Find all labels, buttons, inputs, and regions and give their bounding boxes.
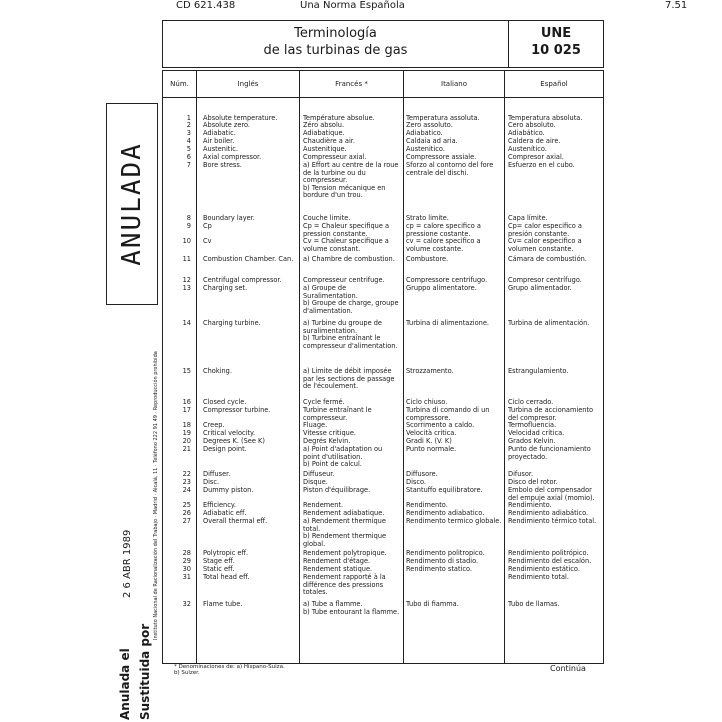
term-spanish: Difusor. <box>508 470 534 478</box>
term-number: 10 <box>182 237 191 245</box>
term-italian: Rendimento. <box>406 501 448 509</box>
term-spanish: Rendimiento total. <box>508 573 569 581</box>
term-french: Degrés Kelvin. <box>303 437 351 445</box>
term-french: a) Chambre de combustion. <box>303 255 395 263</box>
term-number: 17 <box>182 406 191 414</box>
term-english: Stage eff. <box>203 557 235 565</box>
term-english: Cv <box>203 237 212 245</box>
term-french: Turbine entraînant le compresseur. <box>303 406 372 422</box>
annulled-stamp <box>106 103 158 305</box>
term-number: 19 <box>182 429 191 437</box>
term-number: 21 <box>182 445 191 453</box>
document-header <box>162 20 604 68</box>
term-english: Absolute temperature. <box>203 114 278 122</box>
column-header-french: Francés * <box>335 80 368 88</box>
term-number: 7 <box>186 161 191 169</box>
term-french: Compresseur centrifuge. <box>303 276 385 284</box>
term-italian: Adiabatico. <box>406 129 443 137</box>
term-english: Flame tube. <box>203 600 243 608</box>
column-header-spanish: Español <box>540 80 568 88</box>
term-number: 11 <box>182 255 191 263</box>
column-divider <box>403 71 404 663</box>
terminology-table <box>162 70 604 664</box>
column-header-italian: Italiano <box>441 80 467 88</box>
term-number: 15 <box>182 367 191 375</box>
term-spanish: Cv= calor especifico a volumen constante. <box>508 237 582 253</box>
term-italian: Rendimento adiabatico. <box>406 509 485 517</box>
term-italian: Scorrimento a caldo. <box>406 421 475 429</box>
term-english: Overall thermal eff. <box>203 517 268 525</box>
term-number: 5 <box>186 145 191 153</box>
term-spanish: Punto de funcionamiento proyectado. <box>508 445 591 461</box>
term-italian: Rendimento politropico. <box>406 549 485 557</box>
term-italian: Velocità critica. <box>406 429 457 437</box>
term-number: 30 <box>182 565 191 573</box>
annulled-date: 2 6 ABR 1989 <box>122 529 133 598</box>
term-number: 2 <box>186 121 191 129</box>
annulled-label: Anulada el <box>118 648 132 720</box>
term-number: 14 <box>182 319 191 327</box>
term-italian: cp = calore specifico a pressione costante. <box>406 222 481 238</box>
header-rule <box>163 97 603 98</box>
term-number: 13 <box>182 284 191 292</box>
title-line-2: de las turbinas de gas <box>263 43 408 58</box>
term-english: Polytropic eff. <box>203 549 249 557</box>
term-spanish: Capa límite. <box>508 214 548 222</box>
term-italian: Punto normale. <box>406 445 457 453</box>
term-italian: cv = calore specifico a volume costante. <box>406 237 481 253</box>
term-spanish: Austenítico. <box>508 145 547 153</box>
term-french: Fluage. <box>303 421 328 429</box>
term-italian: Sforzo al contorno del fore centrale del dischi. <box>406 161 494 177</box>
term-english: Bore stress. <box>203 161 242 169</box>
page-number: 7.51 <box>665 0 688 11</box>
term-english: Degrees K. (See K) <box>203 437 265 445</box>
term-italian: Gradi K. (V. K) <box>406 437 452 445</box>
term-english: Creep. <box>203 421 225 429</box>
term-english: Diffuser. <box>203 470 231 478</box>
term-spanish: Disco del rotor. <box>508 478 558 486</box>
term-italian: Austenitico. <box>406 145 445 153</box>
term-number: 31 <box>182 573 191 581</box>
term-french: Cv = Chaleur specifique a volume constant. <box>303 237 389 253</box>
term-italian: Stantuffo equilibratore. <box>406 486 483 494</box>
term-italian: Diffusore. <box>406 470 438 478</box>
term-english: Dummy piston. <box>203 486 254 494</box>
term-spanish: Temperatura absoluta. <box>508 114 583 122</box>
term-number: 22 <box>182 470 191 478</box>
term-number: 32 <box>182 600 191 608</box>
term-spanish: Velocidad crítica. <box>508 429 565 437</box>
term-spanish: Compresor axial. <box>508 153 564 161</box>
term-number: 25 <box>182 501 191 509</box>
annulled-stamp-text: ANULADA <box>117 142 147 266</box>
term-italian: Temperatura assoluta. <box>406 114 480 122</box>
term-english: Critical velocity. <box>203 429 256 437</box>
term-spanish: Termofluencia. <box>508 421 557 429</box>
top-bar <box>0 0 722 12</box>
term-french: Rendement polytropique. <box>303 549 387 557</box>
term-english: Charging set. <box>203 284 248 292</box>
replaced-label: Sustituida por <box>138 623 152 720</box>
term-spanish: Cp= calor especifico a presión constante. <box>508 222 582 238</box>
term-french: Zéro absolu. <box>303 121 345 129</box>
term-number: 26 <box>182 509 191 517</box>
term-english: Adiabatic eff. <box>203 509 247 517</box>
term-french: Cp = Chaleur specifique a pression constante. <box>303 222 390 238</box>
term-italian: Disco. <box>406 478 426 486</box>
term-italian: Strato limite. <box>406 214 449 222</box>
term-english: Adiabatic. <box>203 129 236 137</box>
term-french: a) Turbine du groupe de suralimentation. b) Turbine entraînant le compresseur d'alimentation. <box>303 319 398 350</box>
title-line-1: Terminología <box>294 26 377 41</box>
term-number: 3 <box>186 129 191 137</box>
term-italian: Gruppo alimentatore. <box>406 284 477 292</box>
institute-note: Instituto Nacional de Racionalización del Trabajo · Madrid · Alcalá, 11 · Teléfono 222 91 49 · Reproducción prohibida <box>153 351 159 640</box>
term-number: 28 <box>182 549 191 557</box>
term-italian: Compressore assiale. <box>406 153 477 161</box>
footnote: * Denominaciones de: a) Hispano-Suiza. b) Sulzer. <box>174 664 285 676</box>
term-spanish: Caldera de aire. <box>508 137 561 145</box>
term-french: a) Effort au centre de la roue de la turbine ou du compresseur. b) Tension mécanique en bordure d'un trou. <box>303 161 399 200</box>
term-french: Diffuseur. <box>303 470 335 478</box>
term-number: 23 <box>182 478 191 486</box>
term-french: Température absolue. <box>303 114 375 122</box>
term-french: Couche limite. <box>303 214 351 222</box>
term-spanish: Turbina de accionamiento del compresor. <box>508 406 594 422</box>
term-french: Austenitique. <box>303 145 347 153</box>
term-english: Closed cycle. <box>203 398 247 406</box>
term-english: Disc. <box>203 478 220 486</box>
term-french: Rendement adiabatique. <box>303 509 385 517</box>
term-spanish: Grados Kelvin. <box>508 437 556 445</box>
term-italian: Compressore centrifugo. <box>406 276 488 284</box>
term-french: a) Rendement thermique total. b) Rendement thermique global. <box>303 517 387 548</box>
term-italian: Turbina di comando di un compressore. <box>406 406 490 422</box>
term-french: Rendement statique. <box>303 565 373 573</box>
term-spanish: Esfuerzo en el cubo. <box>508 161 575 169</box>
term-number: 9 <box>186 222 191 230</box>
term-italian: Tubo di fiamma. <box>406 600 459 608</box>
term-english: Choking. <box>203 367 232 375</box>
standard-number-box <box>509 25 603 59</box>
term-number: 1 <box>186 114 191 122</box>
term-spanish: Cámara de combustión. <box>508 255 587 263</box>
term-italian: Ciclo chiuso. <box>406 398 448 406</box>
term-italian: Combustore. <box>406 255 449 263</box>
column-header-num: Núm. <box>170 80 189 88</box>
une-number: 10 025 <box>531 43 581 58</box>
term-italian: Strozzamento. <box>406 367 454 375</box>
classification-code: CD 621.438 <box>176 0 236 11</box>
term-number: 16 <box>182 398 191 406</box>
term-number: 29 <box>182 557 191 565</box>
term-french: a) Point d'adaptation ou point d'utilisation. b) Point de calcul. <box>303 445 383 469</box>
term-spanish: Embolo del compensador del empuje axial (momio). <box>508 486 595 502</box>
term-french: Chaudière a air. <box>303 137 356 145</box>
norm-title: Una Norma Española <box>300 0 405 11</box>
continued-note: Continúa <box>550 664 586 673</box>
term-english: Charging turbine. <box>203 319 261 327</box>
term-italian: Rendimento statico. <box>406 565 473 573</box>
term-french: Piston d'équilibrage. <box>303 486 371 494</box>
term-spanish: Grupo alimentador. <box>508 284 572 292</box>
term-english: Design point. <box>203 445 247 453</box>
document-title <box>163 25 508 59</box>
term-spanish: Cero absoluto. <box>508 121 556 129</box>
term-french: Adiabatique. <box>303 129 345 137</box>
term-english: Total head eff. <box>203 573 250 581</box>
term-french: Vitesse critique. <box>303 429 356 437</box>
term-italian: Caldaia ad aria. <box>406 137 458 145</box>
term-spanish: Ciclo cerrado. <box>508 398 554 406</box>
term-spanish: Compresor centrífugo. <box>508 276 582 284</box>
term-spanish: Rendimiento. <box>508 501 552 509</box>
term-english: Centrifugal compressor. <box>203 276 282 284</box>
term-french: a) Limite de débit imposée par les sections de passage de l'écoulement. <box>303 367 395 391</box>
term-english: Compressor turbine. <box>203 406 271 414</box>
term-french: Rendement rapporté à la différence des pressions totales. <box>303 573 386 597</box>
term-number: 8 <box>186 214 191 222</box>
term-french: a) Tube a flamme. b) Tube entourant la flamme. <box>303 600 400 616</box>
term-spanish: Turbina de alimentación. <box>508 319 590 327</box>
term-spanish: Rendimiento térmico total. <box>508 517 597 525</box>
term-spanish: Estrangulamiento. <box>508 367 569 375</box>
term-french: Compresseur axial. <box>303 153 367 161</box>
term-spanish: Rendimiento estático. <box>508 565 580 573</box>
term-english: Absolute zero. <box>203 121 251 129</box>
term-english: Combustion Chamber. Can. <box>203 255 294 263</box>
term-french: Rendement d'étage. <box>303 557 371 565</box>
column-divider <box>299 71 300 663</box>
term-english: Cp <box>203 222 212 230</box>
term-french: Disque. <box>303 478 328 486</box>
term-french: Rendement. <box>303 501 344 509</box>
term-number: 20 <box>182 437 191 445</box>
term-french: a) Groupe de Suralimentation. b) Groupe de charge, groupe d'alimentation. <box>303 284 399 315</box>
term-italian: Zero assoluto. <box>406 121 453 129</box>
term-spanish: Tubo de llamas. <box>508 600 560 608</box>
term-english: Boundary layer. <box>203 214 255 222</box>
term-french: Cycle fermé. <box>303 398 345 406</box>
term-italian: Turbina di alimentazione. <box>406 319 490 327</box>
term-italian: Rendimento di stadio. <box>406 557 479 565</box>
term-number: 24 <box>182 486 191 494</box>
column-divider <box>196 71 197 663</box>
term-english: Air boiler. <box>203 137 235 145</box>
term-number: 18 <box>182 421 191 429</box>
term-spanish: Rendimiento adiabático. <box>508 509 589 517</box>
une-label: UNE <box>540 26 572 41</box>
term-number: 6 <box>186 153 191 161</box>
term-english: Austenitic. <box>203 145 238 153</box>
term-english: Static eff. <box>203 565 235 573</box>
term-spanish: Rendimiento del escalón. <box>508 557 592 565</box>
column-header-english: Inglés <box>237 80 259 88</box>
term-english: Axial compressor. <box>203 153 262 161</box>
column-divider <box>504 71 505 663</box>
term-spanish: Rendimiento politrópico. <box>508 549 589 557</box>
term-english: Efficiency. <box>203 501 236 509</box>
term-number: 4 <box>186 137 191 145</box>
term-italian: Rendimento termico globale. <box>406 517 502 525</box>
term-spanish: Adiabático. <box>508 129 545 137</box>
term-number: 27 <box>182 517 191 525</box>
term-number: 12 <box>182 276 191 284</box>
